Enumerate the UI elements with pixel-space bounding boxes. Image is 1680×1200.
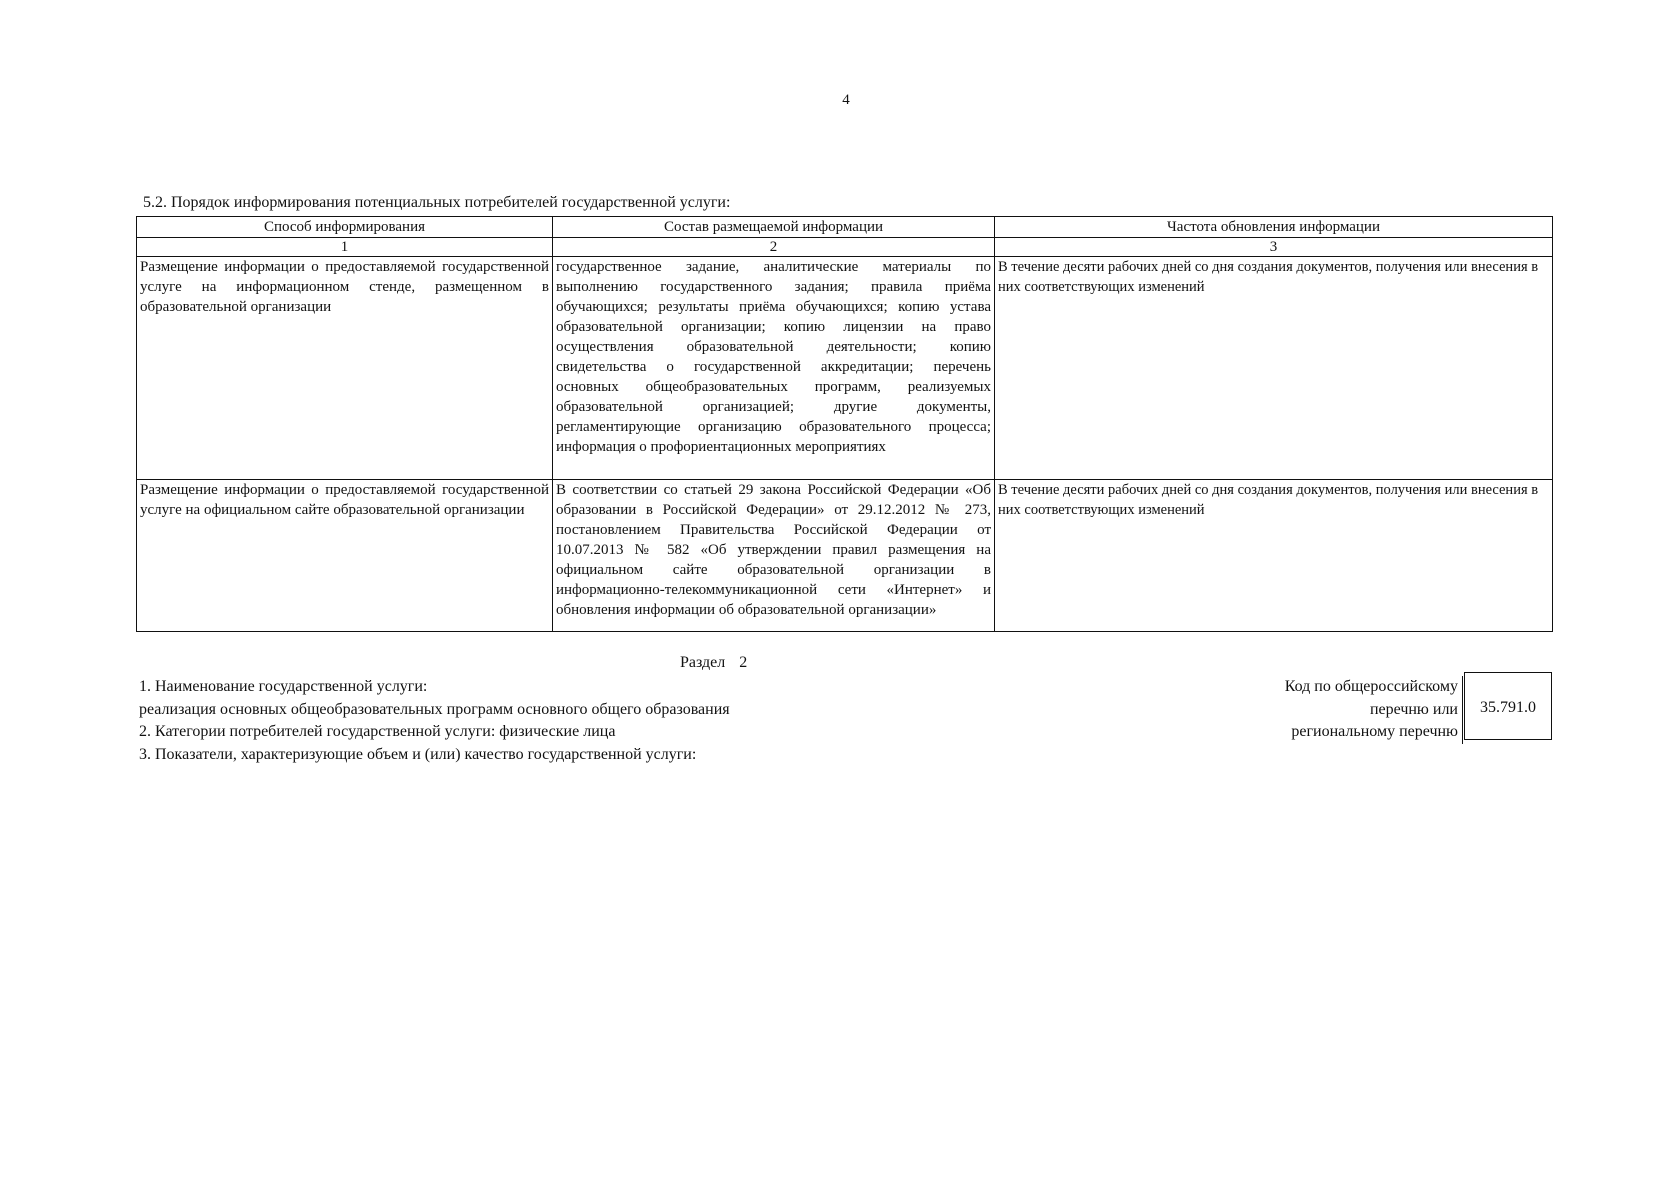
indicators-heading: 3. Показатели, характеризующие объем и (или) качество государственной услуги:: [139, 745, 697, 763]
column-number-2: 2: [553, 238, 995, 257]
frequency-cell: В течение десяти рабочих дней со дня создания документов, получения или внесения в них соответствующих изменений: [995, 257, 1553, 480]
header-method: Способ информирования: [137, 217, 553, 238]
code-label-line: Код по общероссийскому: [1284, 678, 1458, 695]
section-2-details: [139, 676, 730, 766]
column-number-3: 3: [995, 238, 1553, 257]
header-content: Состав размещаемой информации: [553, 217, 995, 238]
page-number: 4: [842, 92, 850, 108]
section-5-2-heading: 5.2. Порядок информирования потенциальных потребителей государственной услуги:: [143, 194, 731, 211]
content-cell: государственное задание, аналитические материалы по выполнению государственного задания; правила приёма обучающихся; результаты приёма обучающихся; копию устава образовательной организации; копию лицензии на право осуществления образовательной деятельности; копию свидетельства о государственной аккредитации; перечень основных общеобразовательных программ, реализуемых образовательной организацией; другие документы, регламентирующие организацию образовательного процесса; информация о профориентационных мероприятиях: [553, 257, 995, 480]
method-cell: Размещение информации о предоставляемой государственной услуге на информационном стенде, размещенном в образовательной организации: [137, 257, 553, 480]
informing-procedure-table: [136, 216, 1553, 632]
content-cell: В соответствии со статьей 29 закона Российской Федерации «Об образовании в Российской Федерации» от 29.12.2012 № 273, постановлением Правительства Российской Федерации от 10.07.2013 № 582 «Об утверждении правил размещения на официальном сайте образовательной организации в информационно-телекоммуникационной сети «Интернет» и обновления информации об образовательной организации»: [553, 480, 995, 632]
registry-code-label: [1240, 676, 1463, 744]
code-label-line: региональному перечню: [1291, 723, 1458, 740]
frequency-cell: В течение десяти рабочих дней со дня создания документов, получения или внесения в них соответствующих изменений: [995, 480, 1553, 632]
table-row: [137, 257, 1553, 480]
registry-code-value: 35.791.0: [1464, 672, 1552, 740]
section-2-title: [680, 654, 747, 672]
column-number-1: 1: [137, 238, 553, 257]
consumer-categories: 2. Категории потребителей государственной услуги: физические лица: [139, 723, 616, 740]
table-header-row: [137, 217, 1553, 238]
table-row: [137, 480, 1553, 632]
column-number-row: [137, 238, 1553, 257]
service-name-label: 1. Наименование государственной услуги:: [139, 678, 428, 695]
section-label: Раздел: [680, 654, 726, 671]
service-name: реализация основных общеобразовательных программ основного общего образования: [139, 700, 730, 718]
code-label-line: перечню или: [1369, 700, 1458, 718]
section-number: 2: [739, 654, 748, 671]
method-cell: Размещение информации о предоставляемой государственной услуге на официальном сайте образовательной организации: [137, 480, 553, 632]
header-frequency: Частота обновления информации: [995, 217, 1553, 238]
